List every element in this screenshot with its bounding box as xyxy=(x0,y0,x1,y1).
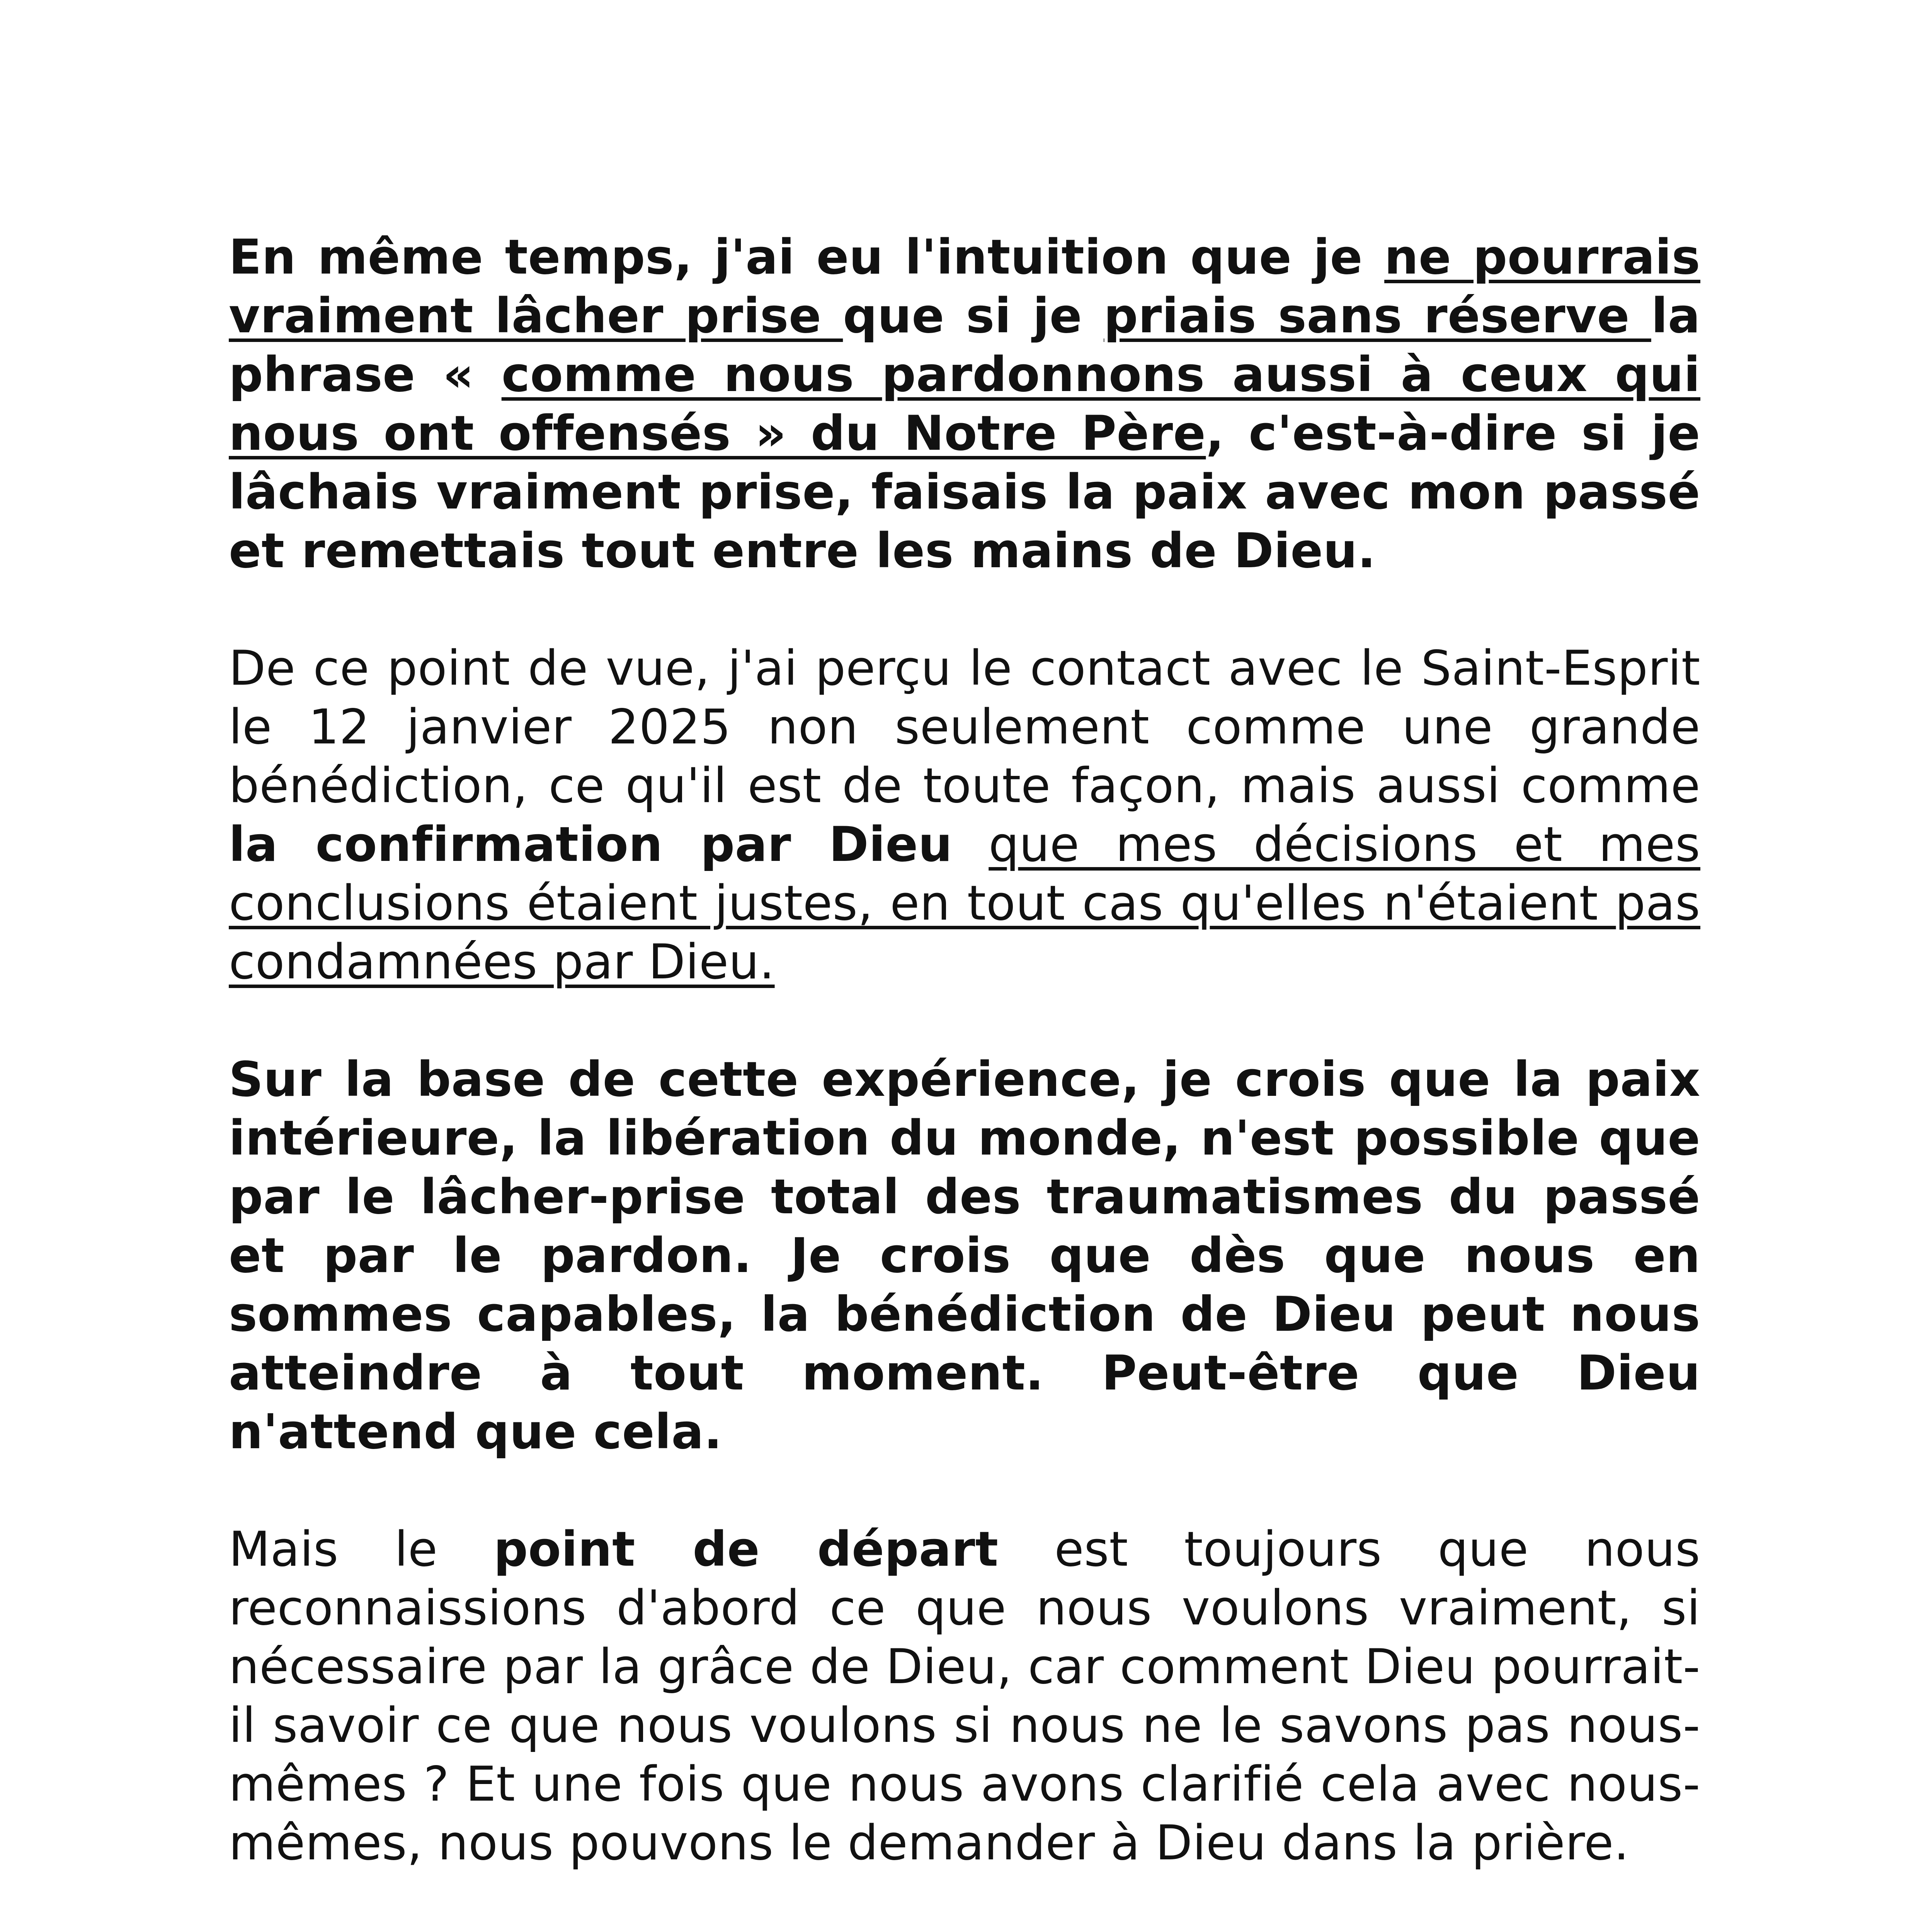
underlined-text: priais sans réserve xyxy=(1103,288,1651,344)
body-text xyxy=(229,228,1700,1932)
text-run: que si je xyxy=(843,288,1104,344)
text-run: est toujours que nous reconnaissions d'abord ce que nous voulons vraiment, si nécessaire par la grâce de Dieu, car comment Dieu pourrait-il savoir ce que nous voulons si nous ne le savons pas nous-mêmes ? Et une fois que nous avons clarifié cela avec nous-mêmes, nous pouvons le demander à Dieu dans la prière. xyxy=(229,1522,1700,1871)
text-run: En même temps, j'ai eu l'intuition que je xyxy=(229,230,1385,285)
bold-text: point de départ xyxy=(493,1522,999,1577)
paragraph-4 xyxy=(229,1520,1700,1872)
paragraph-1 xyxy=(229,228,1700,580)
paragraph-3 xyxy=(229,1050,1700,1461)
text-run: De ce point de vue, j'ai perçu le contact avec le Saint-Esprit le 12 janvier 2025 non seulement comme une grande bénédiction, ce qu'il est de toute façon, mais aussi comme xyxy=(229,641,1700,814)
text-run: Mais le xyxy=(229,1522,494,1577)
underlined-text: que mes décisions et mes conclusions étaient justes, en tout cas qu'elles n'étaient pas condamnées par Dieu. xyxy=(229,817,1700,990)
text-run: , c'est-à-dire si je lâchais vraiment prise, faisais la paix avec mon passé et remettais tout entre les mains de Dieu. xyxy=(229,406,1700,579)
underlined-text: ne pourrais vraiment lâcher prise xyxy=(229,230,1700,344)
bold-text: la confirmation par Dieu xyxy=(229,817,953,872)
paragraph-2 xyxy=(229,639,1700,992)
underlined-text: comme nous pardonnons aussi à ceux qui nous ont offensés » du Notre Père xyxy=(229,347,1700,461)
text-run: Sur la base de cette expérience, je crois que la paix intérieure, la libération du monde, n'est possible que par le lâcher-prise total des traumatismes du passé et par le pardon. Je crois que dès que nous en sommes capables, la bénédiction de Dieu peut nous atteindre à tout moment. Peut-être que Dieu n'attend que cela. xyxy=(229,1052,1700,1460)
text-run xyxy=(953,817,989,872)
text-run: la phrase « xyxy=(229,288,1700,403)
